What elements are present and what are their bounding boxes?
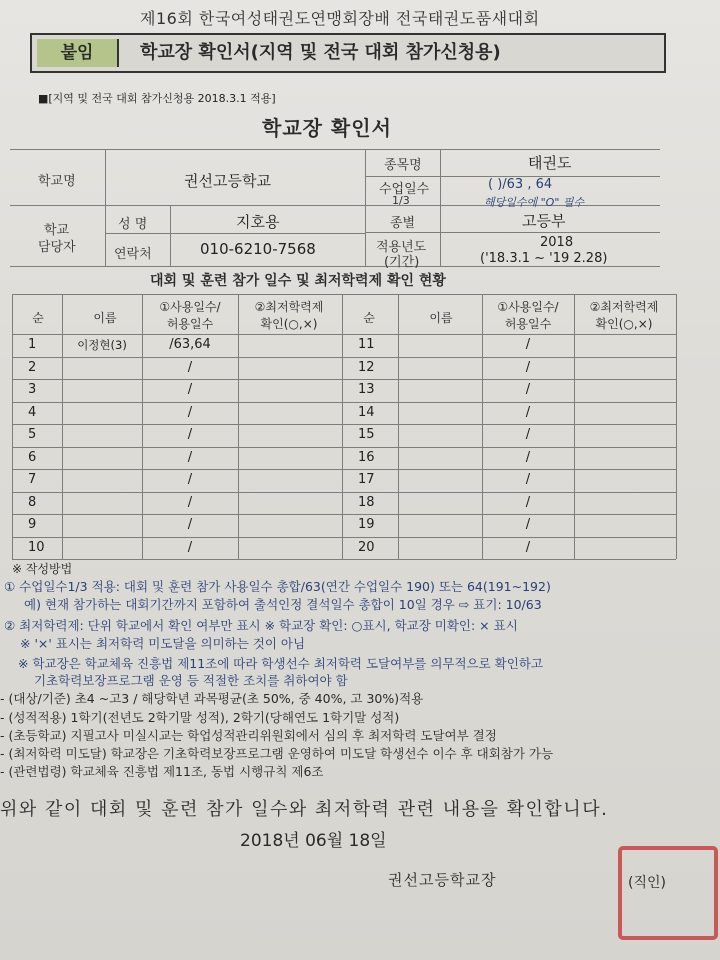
table-column-line: [342, 294, 343, 559]
row-no-cell: 18: [358, 494, 375, 510]
notes-section-title: ※ 작성방법: [12, 562, 73, 576]
row-days-cell: /: [525, 359, 531, 375]
row-days-cell: /: [525, 382, 531, 397]
row-days-cell: /: [525, 539, 531, 555]
header-name-left: 이름: [93, 311, 117, 325]
header-days2-right: 허용일수: [504, 317, 552, 331]
row-days-cell: /: [525, 517, 531, 532]
attachment-badge: 붙임: [37, 39, 119, 67]
note-8: - (관련법령) 학교체육 진흥법 제11조, 동법 시행규칙 제6조: [0, 764, 324, 779]
seal-note: (직인): [628, 875, 666, 891]
row-days-cell: /: [525, 494, 531, 510]
table-row-line: [12, 402, 676, 403]
info-grid-bottom: [10, 266, 660, 267]
row-days-cell: /: [187, 494, 193, 510]
form-title: 학교장 확인서: [262, 116, 392, 140]
table-row-line: [12, 447, 676, 448]
header-confirm2-left: 확인(○,×): [260, 317, 318, 331]
issue-date: 2018년 06월 18일: [240, 831, 387, 851]
note-1-line-1: ① 수업일수1/3 적용: 대회 및 훈련 참가 사용일수 총합/63(연간 수업일수 190) 또는 64(191~192): [4, 579, 551, 594]
closing-statement: 위와 같이 대회 및 훈련 참가 일수와 최저학력 관련 내용을 확인합니다.: [0, 799, 609, 820]
table-row-line: [12, 424, 676, 425]
days-value: ( )/63 , 64: [488, 177, 553, 192]
row-no-cell: 8: [28, 494, 37, 510]
table-column-line: [574, 294, 575, 559]
note-6: - (초등학교) 지필고사 미실시교는 학업성적관리위원회에서 심의 후 최저학력 도달여부 결정: [0, 728, 497, 743]
row-no-cell: 17: [358, 472, 375, 487]
event-title: 제16회 한국여성태권도연맹회장배 전국태권도품새대회: [140, 9, 540, 28]
row-days-cell: /: [525, 404, 531, 420]
note-1-line-2: 예) 현재 참가하는 대회기간까지 포함하여 출석인정 결석일수 총합이 10일 경우 ⇨ 표기: 10/63: [24, 597, 542, 612]
row-days-cell: /: [525, 427, 531, 442]
info-grid-top: [10, 149, 660, 150]
row-no-cell: 14: [358, 404, 375, 420]
row-no-cell: 20: [358, 539, 375, 555]
table-row-line: [12, 379, 676, 380]
header-confirm2-right: 확인(○,×): [595, 317, 653, 331]
row-no-cell: 6: [28, 449, 37, 465]
table-row-line: [12, 357, 676, 358]
row-days-cell: /: [187, 449, 193, 465]
info-grid-v2: [365, 149, 366, 266]
year-label-2: (기간): [384, 255, 420, 270]
table-top-line: [12, 294, 676, 295]
division-label: 종별: [390, 216, 416, 231]
row-no-cell: 4: [28, 404, 37, 420]
row-no-cell: 9: [28, 517, 37, 532]
days-note: 해당일수에 "O" 필수: [484, 196, 585, 209]
official-seal: [618, 846, 718, 940]
row-days-cell: /: [187, 472, 193, 487]
school-name-value: 권선고등학교: [184, 172, 271, 190]
table-row-line: [12, 559, 676, 560]
applies-note: ■[지역 및 전국 대회 참가신청용 2018.3.1 적용]: [38, 92, 276, 105]
note-7: - (최저학력 미도달) 학교장은 기초학력보장프로그램 운영하여 미도달 학생선수 이수 후 대회참가 가능: [0, 746, 554, 761]
officer-name-value: 지호용: [236, 213, 280, 231]
table-column-line: [676, 294, 677, 559]
division-value: 고등부: [522, 212, 566, 230]
row-days-cell: /: [187, 404, 193, 420]
table-column-line: [12, 294, 13, 559]
row-name-cell: 이정현(3): [77, 338, 127, 352]
row-days-cell: /: [525, 337, 531, 352]
info-grid-inner-left: [105, 233, 365, 234]
days-ratio: 1/3: [392, 194, 410, 207]
row-days-cell: /: [187, 382, 193, 397]
row-days-cell: /: [187, 359, 193, 375]
info-grid-v1: [105, 149, 106, 266]
officer-name-label: 성 명: [118, 217, 148, 232]
header-title: 학교장 확인서(지역 및 전국 대회 참가신청용): [140, 42, 501, 63]
row-no-cell: 12: [358, 359, 375, 375]
row-no-cell: 2: [28, 359, 37, 375]
row-no-cell: 7: [28, 472, 37, 487]
note-2-line-1: ② 최저학력제: 단위 학교에서 확인 여부만 표시 ※ 학교장 확인: ○표시, 학교장 미확인: × 표시: [4, 618, 518, 633]
table-row-line: [12, 492, 676, 493]
header-no-right: 순: [363, 311, 375, 325]
row-no-cell: 15: [358, 427, 375, 442]
note-4: - (대상/기준) 초4 ~고3 / 해당학년 과목평균(초 50%, 중 40%, 고 30%)적용: [0, 691, 424, 706]
year-period: ('18.3.1 ~ '19 2.28): [480, 251, 608, 266]
officer-label-2: 담당자: [38, 240, 76, 255]
table-row-line: [12, 537, 676, 538]
row-days-cell: /: [525, 472, 531, 487]
header-box: [30, 33, 666, 73]
contact-value: 010-6210-7568: [200, 240, 316, 258]
event-label: 종목명: [384, 158, 422, 173]
table-row-line: [12, 334, 676, 335]
row-days-cell: /63,64: [169, 337, 211, 352]
row-no-cell: 13: [358, 382, 375, 397]
table-row-line: [12, 469, 676, 470]
info-grid-inner-r2: [365, 232, 660, 233]
row-days-cell: /: [187, 539, 193, 555]
note-2-line-2: ※ '×' 표시는 최저학력 미도달을 의미하는 것이 아님: [20, 636, 306, 651]
note-3-line-2: 기초학력보장프로그램 운영 등 적절한 조치를 취하여야 함: [34, 673, 348, 688]
row-no-cell: 16: [358, 449, 375, 465]
row-no-cell: 10: [28, 539, 45, 555]
contact-label: 연락처: [114, 247, 152, 262]
note-3-line-1: ※ 학교장은 학교체육 진흥법 제11조에 따라 학생선수 최저학력 도달여부를 의무적으로 확인하고: [18, 656, 543, 671]
row-days-cell: /: [187, 517, 193, 532]
row-no-cell: 19: [358, 517, 375, 532]
school-name-label: 학교명: [38, 174, 76, 189]
row-no-cell: 3: [28, 382, 37, 397]
officer-label-1: 학교: [44, 223, 70, 238]
header-confirm1-right: ②최저학력제: [589, 300, 659, 314]
info-grid-v4: [170, 205, 171, 266]
row-no-cell: 1: [28, 337, 37, 352]
table-column-line: [238, 294, 239, 559]
table-column-line: [62, 294, 63, 559]
days-label: 수업일수: [379, 182, 430, 197]
header-confirm1-left: ②최저학력제: [254, 300, 324, 314]
header-name-right: 이름: [429, 311, 453, 325]
table-caption: 대회 및 훈련 참가 일수 및 최저학력제 확인 현황: [150, 273, 446, 289]
note-5: - (성적적용) 1학기(전년도 2학기말 성적), 2학기(당해연도 1학기말 성적): [0, 710, 400, 725]
info-grid-v3: [440, 149, 441, 266]
event-value: 태권도: [528, 154, 572, 172]
header-days2-left: 허용일수: [166, 317, 214, 331]
row-days-cell: /: [525, 449, 531, 465]
header-no-left: 순: [32, 311, 44, 325]
table-row-line: [12, 514, 676, 515]
row-no-cell: 11: [358, 337, 375, 352]
year-label-1: 적용년도: [376, 240, 427, 255]
table-column-line: [398, 294, 399, 559]
row-no-cell: 5: [28, 427, 37, 442]
row-days-cell: /: [187, 427, 193, 442]
year-value: 2018: [540, 235, 574, 250]
header-days1-left: ①사용일수/: [159, 300, 221, 314]
principal-name: 권선고등학교장: [388, 871, 497, 889]
header-days1-right: ①사용일수/: [497, 300, 559, 314]
